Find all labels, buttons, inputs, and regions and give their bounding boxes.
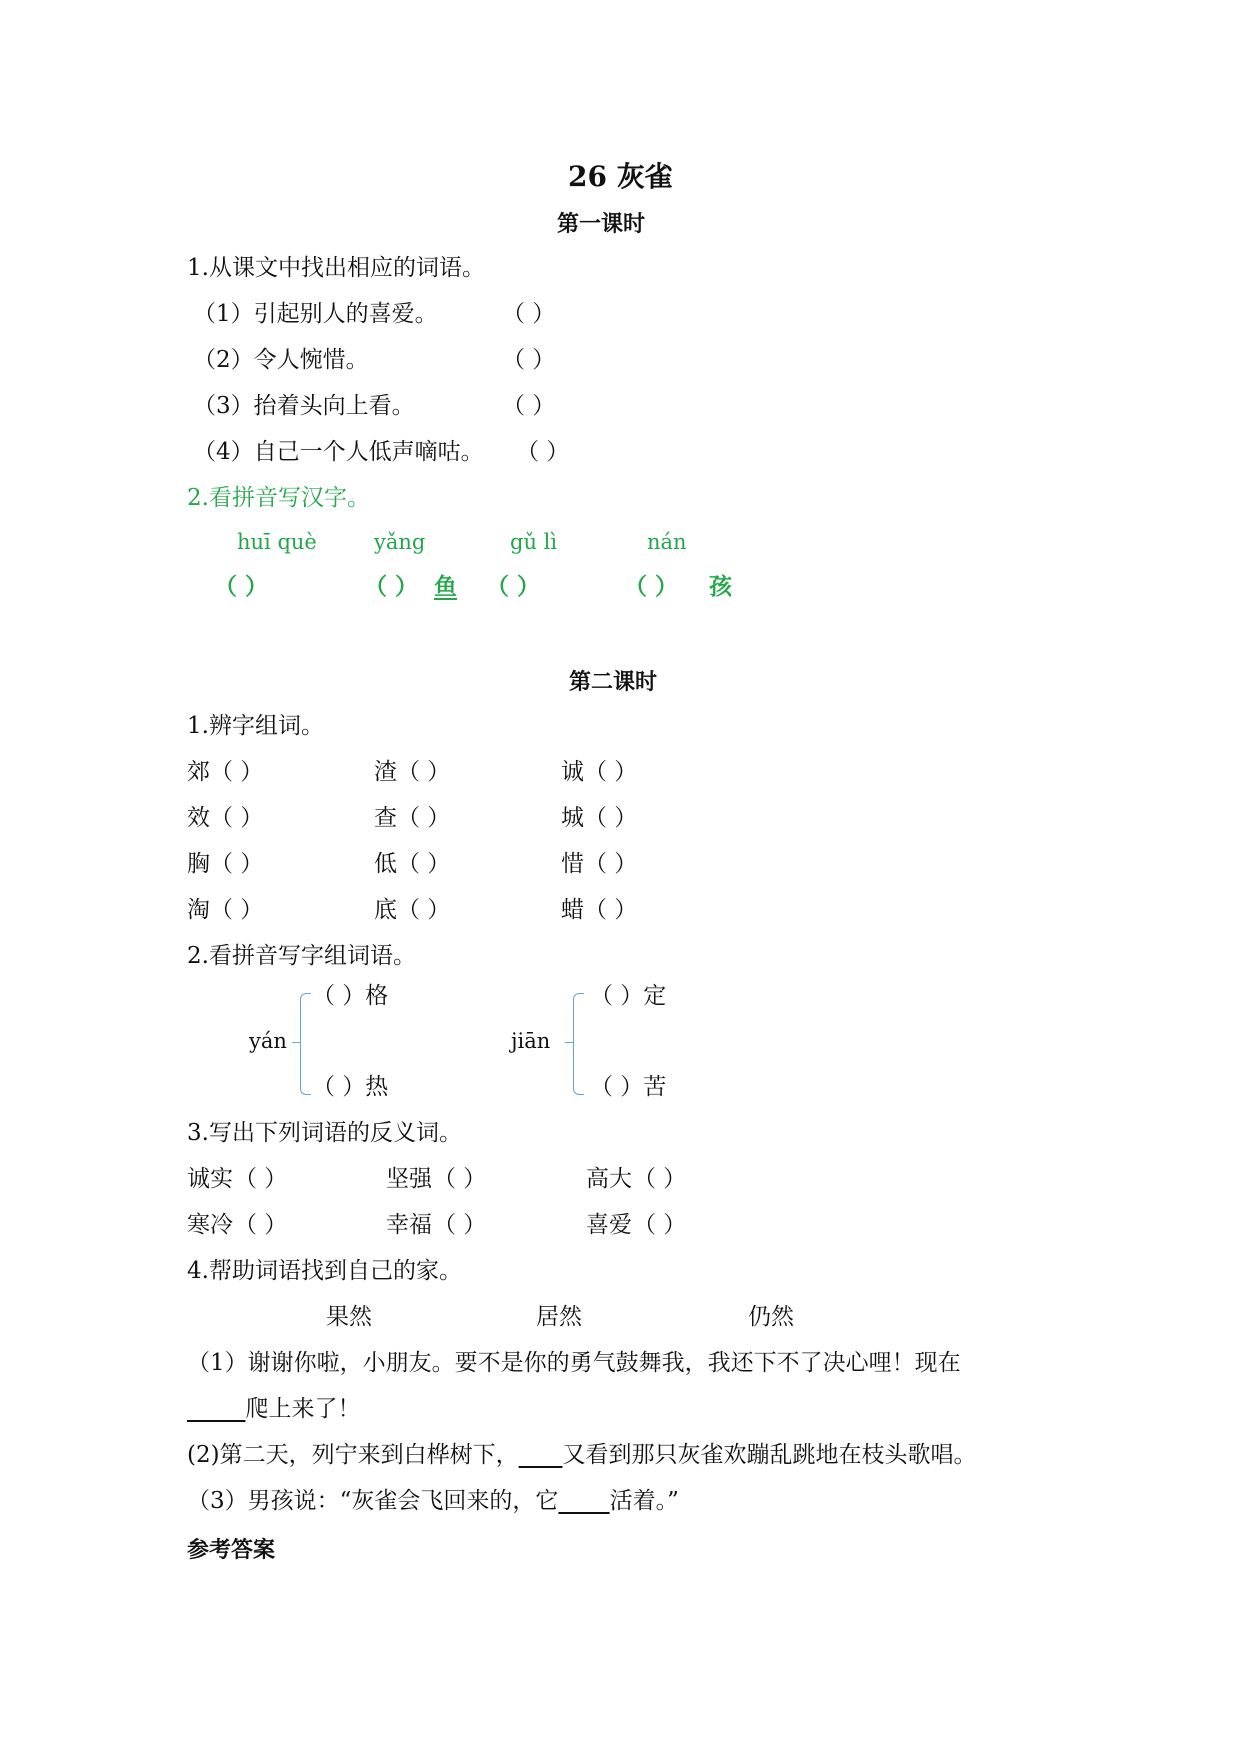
l2-q2-left-top: （ ）格 xyxy=(312,983,389,1009)
l2-q1-paren: （ ） xyxy=(210,759,264,785)
l2-q1-char: 诚 xyxy=(561,759,584,785)
l1-q1-paren-4: （ ） xyxy=(516,439,570,465)
sentence-text: (2)第二天，列宁来到白桦树下， xyxy=(187,1442,519,1468)
l1-q2-char-hai: 孩 xyxy=(709,573,732,600)
l2-q3-paren: （ ） xyxy=(433,1212,487,1238)
l2-q1-char: 渣 xyxy=(374,759,397,785)
fill-blank[interactable] xyxy=(558,1488,609,1514)
l2-q3-word: 寒冷 xyxy=(187,1212,233,1238)
l2-q4-label: 4.帮助词语找到自己的家。 xyxy=(187,1258,462,1284)
l2-q1-char: 郊 xyxy=(187,759,210,785)
l2-q2-pinyin-yan: yán xyxy=(249,1029,287,1053)
l2-q1-char: 底 xyxy=(374,897,397,923)
l2-q4-sentence-1: （1）谢谢你啦，小朋友。要不是你的勇气鼓舞我，我还下不了决心哩！现在 xyxy=(187,1350,961,1376)
l2-q4-sentence-3 xyxy=(187,1486,679,1516)
l2-q3-paren: （ ） xyxy=(234,1212,288,1238)
l2-q1-char: 低 xyxy=(374,851,397,877)
l2-q3-word: 喜爱 xyxy=(586,1212,632,1238)
l1-q1-paren-2: （ ） xyxy=(502,347,556,373)
l2-q3-word: 坚强 xyxy=(386,1166,432,1192)
l2-q1-paren: （ ） xyxy=(397,851,451,877)
l2-q3-word: 幸福 xyxy=(386,1212,432,1238)
sentence-text: 又看到那只灰雀欢蹦乱跳地在枝头歌唱。 xyxy=(562,1442,977,1468)
l1-q2-pinyin-4: nán xyxy=(647,530,687,554)
l1-q1-item-4: （4）自己一个人低声嘀咕。 xyxy=(193,439,484,465)
l1-q1-item-3: （3）抬着头向上看。 xyxy=(193,393,415,419)
fill-blank[interactable] xyxy=(187,1396,246,1422)
l2-q1-char: 淘 xyxy=(187,897,210,923)
l1-q2-blank-4: （ ） xyxy=(624,573,679,600)
l2-q1-char: 蜡 xyxy=(561,897,584,923)
brace-tick-left xyxy=(292,1042,300,1043)
l2-q1-paren: （ ） xyxy=(397,897,451,923)
l1-q1-paren-1: （ ） xyxy=(502,301,556,327)
sentence-text: 活着。” xyxy=(609,1488,679,1514)
l2-q3-paren: （ ） xyxy=(234,1166,288,1192)
l2-q3-paren: （ ） xyxy=(433,1166,487,1192)
l1-q2-pinyin-3: gǔ lì xyxy=(510,530,558,554)
l1-q1-label: 1.从课文中找出相应的词语。 xyxy=(187,255,485,281)
l2-q2-label: 2.看拼音写字组词语。 xyxy=(187,943,416,969)
l1-q1-item-1: （1）引起别人的喜爱。 xyxy=(193,301,438,327)
l1-q2-label: 2.看拼音写汉字。 xyxy=(187,485,370,511)
l2-q1-char: 惜 xyxy=(561,851,584,877)
brace-tick-right xyxy=(565,1042,573,1043)
l2-q1-label: 1.辨字组词。 xyxy=(187,713,324,739)
fill-blank[interactable] xyxy=(519,1442,563,1468)
l1-q2-pinyin-1: huī què xyxy=(237,530,317,554)
l1-q2-pinyin-2: yǎng xyxy=(374,530,426,554)
l2-q1-char: 查 xyxy=(374,805,397,831)
l2-q4-word-rengran: 仍然 xyxy=(748,1304,794,1330)
l2-q1-char: 城 xyxy=(561,805,584,831)
l1-q2-char-yu: 鱼 xyxy=(434,573,457,600)
lesson1-heading: 第一课时 xyxy=(557,211,646,237)
l2-q2-left-bottom: （ ）热 xyxy=(312,1074,389,1100)
l1-q1-paren-3: （ ） xyxy=(502,393,556,419)
l2-q3-paren: （ ） xyxy=(633,1166,687,1192)
l2-q3-word: 诚实 xyxy=(187,1166,233,1192)
l2-q3-paren: （ ） xyxy=(633,1212,687,1238)
answers-heading: 参考答案 xyxy=(187,1537,276,1563)
lesson2-heading: 第二课时 xyxy=(569,669,658,695)
l2-q1-paren: （ ） xyxy=(210,897,264,923)
l2-q3-word: 高大 xyxy=(586,1166,632,1192)
l1-q2-blank-2: （ ） xyxy=(364,573,419,600)
l2-q4-sentence-1-cont xyxy=(187,1394,361,1424)
l2-q2-right-top: （ ）定 xyxy=(590,983,667,1009)
l2-q1-paren: （ ） xyxy=(397,805,451,831)
brace-right xyxy=(573,993,584,1095)
sentence-text: （3）男孩说：“灰雀会飞回来的，它 xyxy=(187,1488,559,1514)
l2-q1-paren: （ ） xyxy=(584,897,638,923)
l2-q1-char: 效 xyxy=(187,805,210,831)
l1-q2-blank-1: （ ） xyxy=(214,573,269,600)
l2-q1-char: 胸 xyxy=(187,851,210,877)
l2-q3-label: 3.写出下列词语的反义词。 xyxy=(187,1120,462,1146)
sentence-text: 爬上来了！ xyxy=(245,1396,361,1422)
l2-q1-paren: （ ） xyxy=(584,851,638,877)
l2-q1-paren: （ ） xyxy=(584,759,638,785)
l2-q1-paren: （ ） xyxy=(584,805,638,831)
l2-q1-paren: （ ） xyxy=(210,851,264,877)
page-title: 26 灰雀 xyxy=(568,160,673,193)
l2-q2-pinyin-jian: jiān xyxy=(511,1029,551,1053)
l1-q1-item-2: （2）令人惋惜。 xyxy=(193,347,369,373)
l2-q4-word-juran: 居然 xyxy=(536,1304,582,1330)
l1-q2-blank-3: （ ） xyxy=(486,573,541,600)
l2-q2-right-bottom: （ ）苦 xyxy=(590,1074,667,1100)
l2-q1-paren: （ ） xyxy=(397,759,451,785)
l2-q4-word-guoran: 果然 xyxy=(326,1304,372,1330)
brace-left xyxy=(300,993,311,1095)
l2-q4-sentence-2 xyxy=(187,1440,976,1470)
l2-q1-paren: （ ） xyxy=(210,805,264,831)
